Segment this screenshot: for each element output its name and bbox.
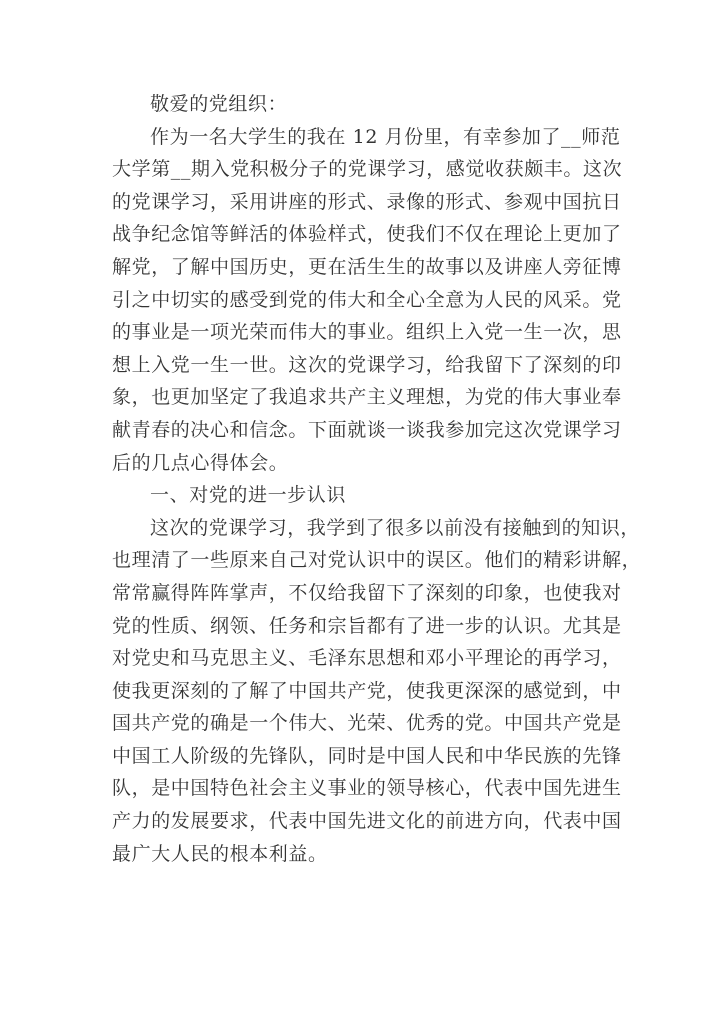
paragraph-2-line: 常常赢得阵阵掌声，不仅给我留下了深刻的印象，也使我对 — [112, 581, 622, 604]
paragraph-1-line: 战争纪念馆等鲜活的体验样式，使我们不仅在理论上更加了 — [112, 223, 622, 246]
paragraph-1-line: 的事业是一项光荣而伟大的事业。组织上入党一生一次，思 — [112, 321, 622, 344]
paragraph-1-line: 献青春的决心和信念。下面就谈一谈我参加完这次党课学习 — [112, 418, 622, 441]
paragraph-2-line: 使我更深刻的了解了中国共产党，使我更深深的感觉到，中 — [112, 679, 622, 702]
paragraph-1-line: 引之中切实的感受到党的伟大和全心全意为人民的风采。党 — [112, 288, 622, 311]
section-heading: 一、对党的进一步认识 — [150, 484, 347, 507]
paragraph-1-line: 的党课学习，采用讲座的形式、录像的形式、参观中国抗日 — [112, 190, 622, 213]
paragraph-1-line: 想上入党一生一世。这次的党课学习，给我留下了深刻的印 — [112, 353, 622, 376]
salutation: 敬爱的党组织： — [150, 93, 288, 115]
paragraph-2-line: 国共产党的确是一个伟大、光荣、优秀的党。中国共产党是 — [112, 712, 622, 735]
paragraph-2-line: 队，是中国特色社会主义事业的领导核心，代表中国先进生 — [112, 777, 622, 800]
paragraph-1-line: 作为一名大学生的我在 12 月份里，有幸参加了__师范 — [150, 125, 621, 148]
paragraph-2-line: 对党史和马克思主义、毛泽东思想和邓小平理论的再学习， — [112, 647, 622, 670]
paragraph-2-line: 最广大人民的根本利益。 — [112, 842, 328, 865]
paragraph-2-line: 也理清了一些原来自己对党认识中的误区。他们的精彩讲解， — [112, 549, 642, 572]
paragraph-2-line: 产力的发展要求，代表中国先进文化的前进方向，代表中国 — [112, 810, 622, 833]
paragraph-1-line: 后的几点心得体会。 — [112, 451, 289, 474]
paragraph-2-line: 中国工人阶级的先锋队，同时是中国人民和中华民族的先锋 — [112, 744, 622, 767]
paragraph-2-line: 这次的党课学习，我学到了很多以前没有接触到的知识， — [150, 516, 641, 539]
paragraph-1-line: 象，也更加坚定了我追求共产主义理想，为党的伟大事业奉 — [112, 386, 622, 409]
paragraph-1-line: 大学第__期入党积极分子的党课学习，感觉收获颇丰。这次 — [112, 158, 623, 181]
document-body — [112, 88, 642, 870]
paragraph-2-line: 党的性质、纲领、任务和宗旨都有了进一步的认识。尤其是 — [112, 614, 622, 637]
paragraph-1-line: 解党，了解中国历史，更在活生生的故事以及讲座人旁征博 — [112, 255, 622, 278]
